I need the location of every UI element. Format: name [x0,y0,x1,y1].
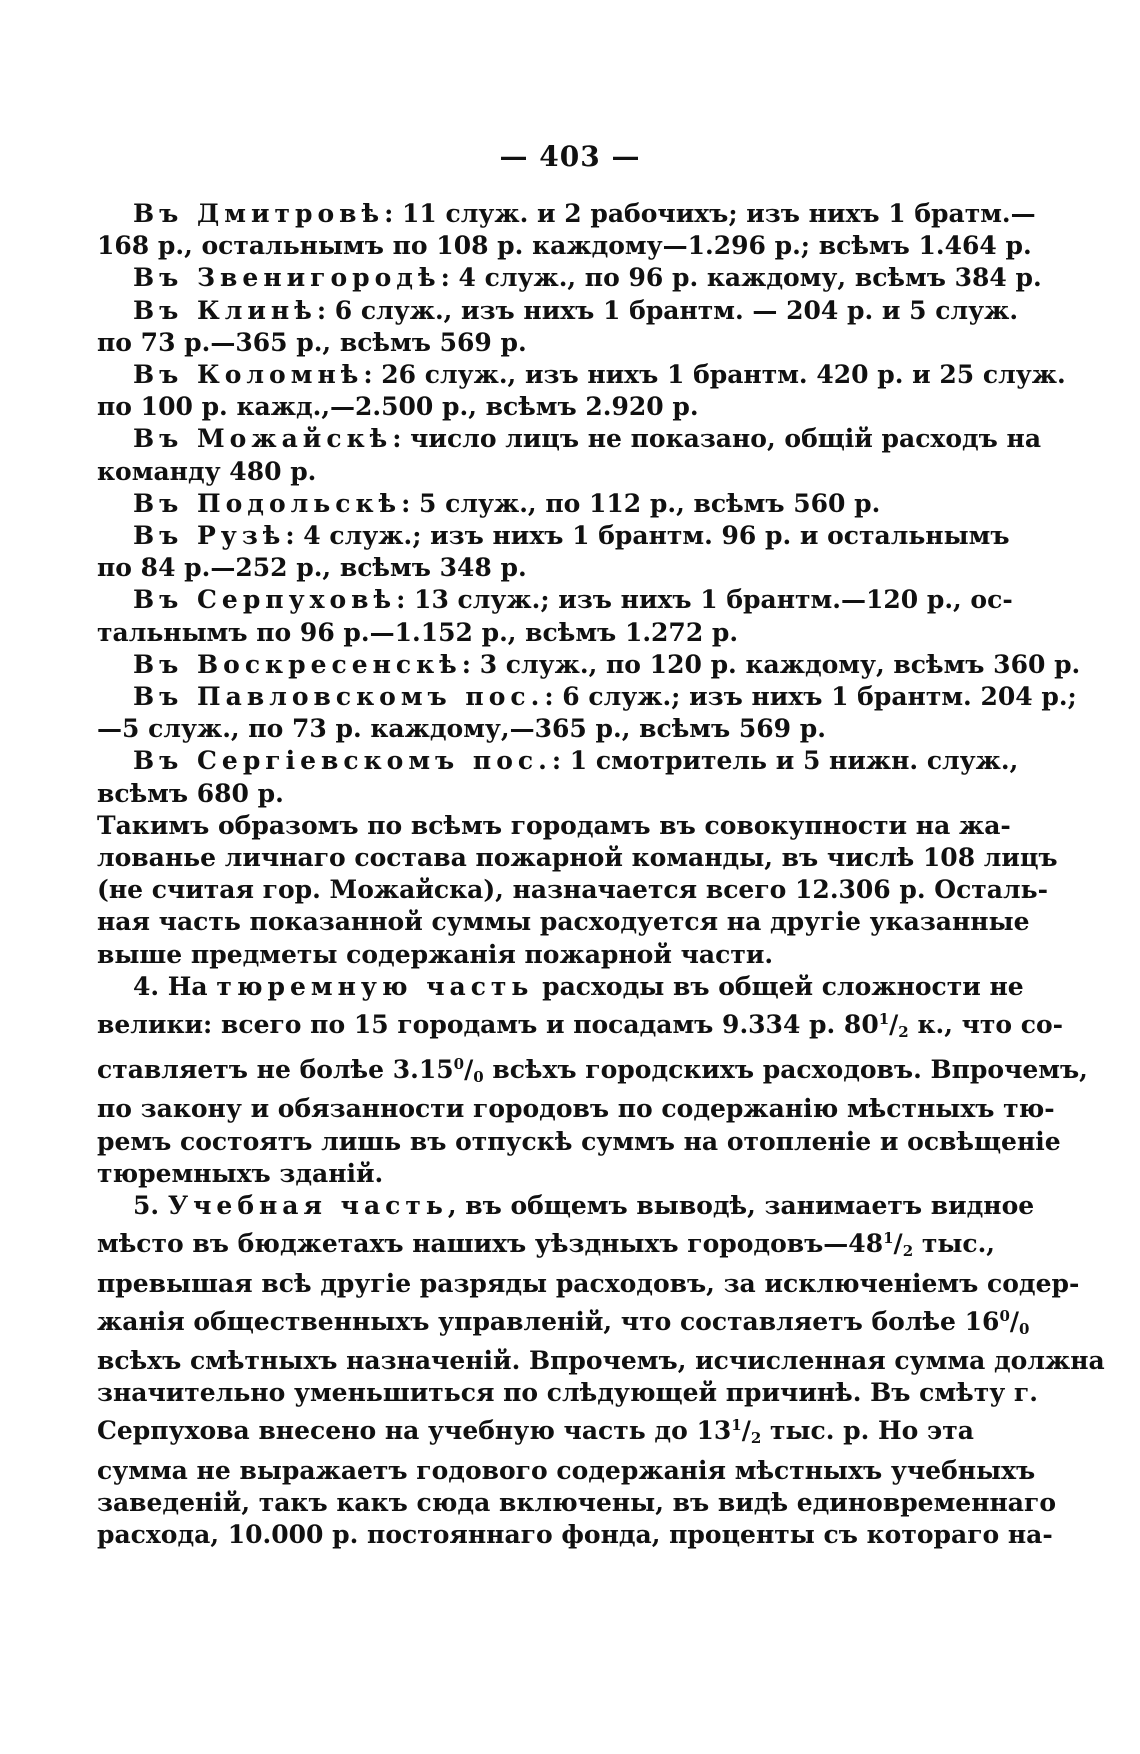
entry-text: : 26 служ., изъ нихъ 1 брантм. 420 р. и 25 служ. [363,360,1066,390]
section4-number: 4. На [133,971,208,1001]
section5-heading: Учебная часть [167,1191,448,1221]
fraction-numerator: 1 [731,1416,742,1435]
town-pavlovsky: Въ Павловскомъ пос. [133,682,545,712]
entry-mozhaisk-line1 [97,423,1042,455]
percent-separator: / [1009,1306,1020,1336]
entry-text: : 6 служ., изъ нихъ 1 брантм. — 204 р. и 5 служ. [316,295,1019,325]
entry-text: : 4 служ.; изъ нихъ 1 брантм. 96 р. и остальнымъ [285,521,1010,551]
entry-serpukhov-line1 [97,584,1013,616]
percent-top: 0 [453,1055,465,1074]
entry-sergievsky-line2: всѣмъ 680 р. [97,778,284,808]
entry-text: : 13 служ.; изъ нихъ 1 брантм.—120 р., ос- [396,585,1013,615]
entry-text: : 11 служ. и 2 рабочихъ; изъ нихъ 1 братм.— [384,199,1036,228]
fraction-separator: / [893,1229,903,1259]
entry-ruza-line2: по 84 р.—252 р., всѣмъ 348 р. [97,553,527,583]
entry-klin-line2: по 73 р.—365 р., всѣмъ 569 р. [97,327,527,357]
section5-line7 [97,1409,973,1454]
entry-text: : 3 служ., по 120 р. каждому, всѣмъ 360 р. [461,649,1081,679]
page-number: — 403 — [499,140,641,173]
summary-line: Такимъ образомъ по всѣмъ городамъ въ совокупности на жа- [97,810,1011,840]
town-podolsk: Въ Подольскѣ [133,488,402,518]
section4-text: расходы въ общей сложности не [533,971,1024,1001]
section5-line1 [97,1190,1035,1222]
percent-top: 0 [999,1306,1010,1325]
section5-text: Серпухова внесено на учебную часть до 13 [97,1416,732,1446]
town-serpukhov: Въ Серпуховѣ [133,585,397,615]
entry-text: : 4 служ., по 96 р. каждому, всѣмъ 384 р. [440,263,1042,293]
section5-line10: расхода, 10.000 р. постояннаго фонда, проценты съ котораго на- [97,1519,1053,1549]
section4-line3 [97,1048,1088,1093]
entry-serpukhov-line2: тальнымъ по 96 р.—1.152 р., всѣмъ 1.272 р. [97,617,739,647]
section5-line9: заведеній, такъ какъ сюда включены, въ видѣ единовременнаго [97,1487,1056,1517]
town-ruza: Въ Рузѣ [133,521,286,551]
section5-text: , въ общемъ выводѣ, занимаетъ видное [447,1191,1035,1221]
section4-heading: тюремную часть [216,971,534,1001]
town-sergievsky: Въ Сергіевскомъ пос. [133,746,552,776]
entry-kolomna-line1 [97,359,1066,391]
fraction-numerator: 1 [878,1010,890,1029]
section4-text: к., что со- [908,1010,1064,1040]
section5-line6: значительно уменьшиться по слѣдующей причинѣ. Въ смѣту г. [97,1378,1038,1408]
entry-pavlovsky-line2: —5 служ., по 73 р. каждому,—365 р., всѣмъ 569 р. [97,714,826,744]
section5-text: жанія общественныхъ управленій, что составляетъ болѣе 16 [97,1306,1000,1336]
entry-mozhaisk-line2: команду 480 р. [97,456,317,486]
entry-sergievsky-line1 [97,745,1019,777]
entry-text: : 1 смотритель и 5 нижн. служ., [551,746,1019,776]
percent-bottom: 0 [473,1068,484,1087]
section5-line2 [97,1222,996,1267]
section5-text: тыс., [913,1229,996,1259]
section5-line4 [97,1300,1030,1345]
section4-line4: по закону и обязанности городовъ по содержанію мѣстныхъ тю- [97,1094,1055,1124]
section5-text: тыс. р. Но эта [761,1416,974,1446]
fraction-denominator: 2 [898,1023,909,1042]
section4-line1 [97,971,1024,1003]
summary-line: лованье личнаго состава пожарной команды, въ числѣ 108 лицъ [97,843,1058,873]
entry-zvenigorod-line1 [97,262,1042,294]
body-text [97,198,1105,1551]
section5-line8: сумма не выражаетъ годового содержанія мѣстныхъ учебныхъ [97,1455,1036,1485]
section4-line6: тюремныхъ зданій. [97,1158,384,1188]
fraction-separator: / [741,1416,751,1446]
town-dmitrov: Въ Дмитровѣ [133,199,385,228]
town-zvenigorod: Въ Звенигородѣ [133,263,441,293]
summary-line: ная часть показанной суммы расходуется на другіе указанные [97,907,1030,937]
section4-line5: ремъ состоятъ лишь въ отпускѣ суммъ на отопленіе и освѣщеніе [97,1126,1061,1156]
section5-text: мѣсто въ бюджетахъ нашихъ уѣздныхъ городовъ—48 [97,1229,884,1259]
section5-line5: всѣхъ смѣтныхъ назначеній. Впрочемъ, исчисленная сумма должна [97,1345,1105,1375]
town-kolomna: Въ Коломнѣ [133,360,364,390]
section4-line2 [97,1003,1064,1048]
entry-pavlovsky-line1 [97,681,1077,713]
section4-text: ставляетъ не болѣе 3.15 [97,1055,454,1085]
section5-number: 5. [133,1191,160,1221]
section5-line3: превышая всѣ другіе разряды расходовъ, за исключеніемъ содер- [97,1268,1080,1298]
entry-voskresensk-line1 [97,649,1081,681]
summary-line: выше предметы содержанія пожарной части. [97,939,774,969]
entry-ruza-line1 [97,520,1010,552]
summary-line: (не считая гор. Можайска), назначается всего 12.306 р. Осталь- [97,875,1048,905]
entry-text: : 6 служ.; изъ нихъ 1 брантм. 204 р.; [544,682,1077,712]
entry-klin-line1 [97,295,1019,327]
entry-text: : 5 служ., по 112 р., всѣмъ 560 р. [401,488,881,518]
entry-dmitrov-line2: 168 р., остальнымъ по 108 р. каждому—1.296 р.; всѣмъ 1.464 р. [97,231,1032,261]
entry-dmitrov-line1 [97,198,1036,230]
town-voskresensk: Въ Воскресенскѣ [133,649,462,679]
section4-text: всѣхъ городскихъ расходовъ. Впрочемъ, [483,1055,1088,1085]
town-klin: Въ Клинѣ [133,295,317,325]
fraction-separator: / [889,1010,899,1040]
entry-kolomna-line2: по 100 р. кажд.,—2.500 р., всѣмъ 2.920 р. [97,392,699,422]
percent-bottom: 0 [1019,1319,1030,1338]
percent-separator: / [464,1055,474,1085]
town-mozhaisk: Въ Можайскѣ [133,424,393,454]
fraction-denominator: 2 [750,1429,762,1448]
entry-text: : число лицъ не показано, общій расходъ на [392,424,1042,454]
fraction-numerator: 1 [883,1229,894,1248]
entry-podolsk-line1 [97,488,973,520]
fraction-denominator: 2 [902,1242,914,1261]
section4-text: велики: всего по 15 городамъ и посадамъ 9.334 р. 80 [97,1010,879,1040]
